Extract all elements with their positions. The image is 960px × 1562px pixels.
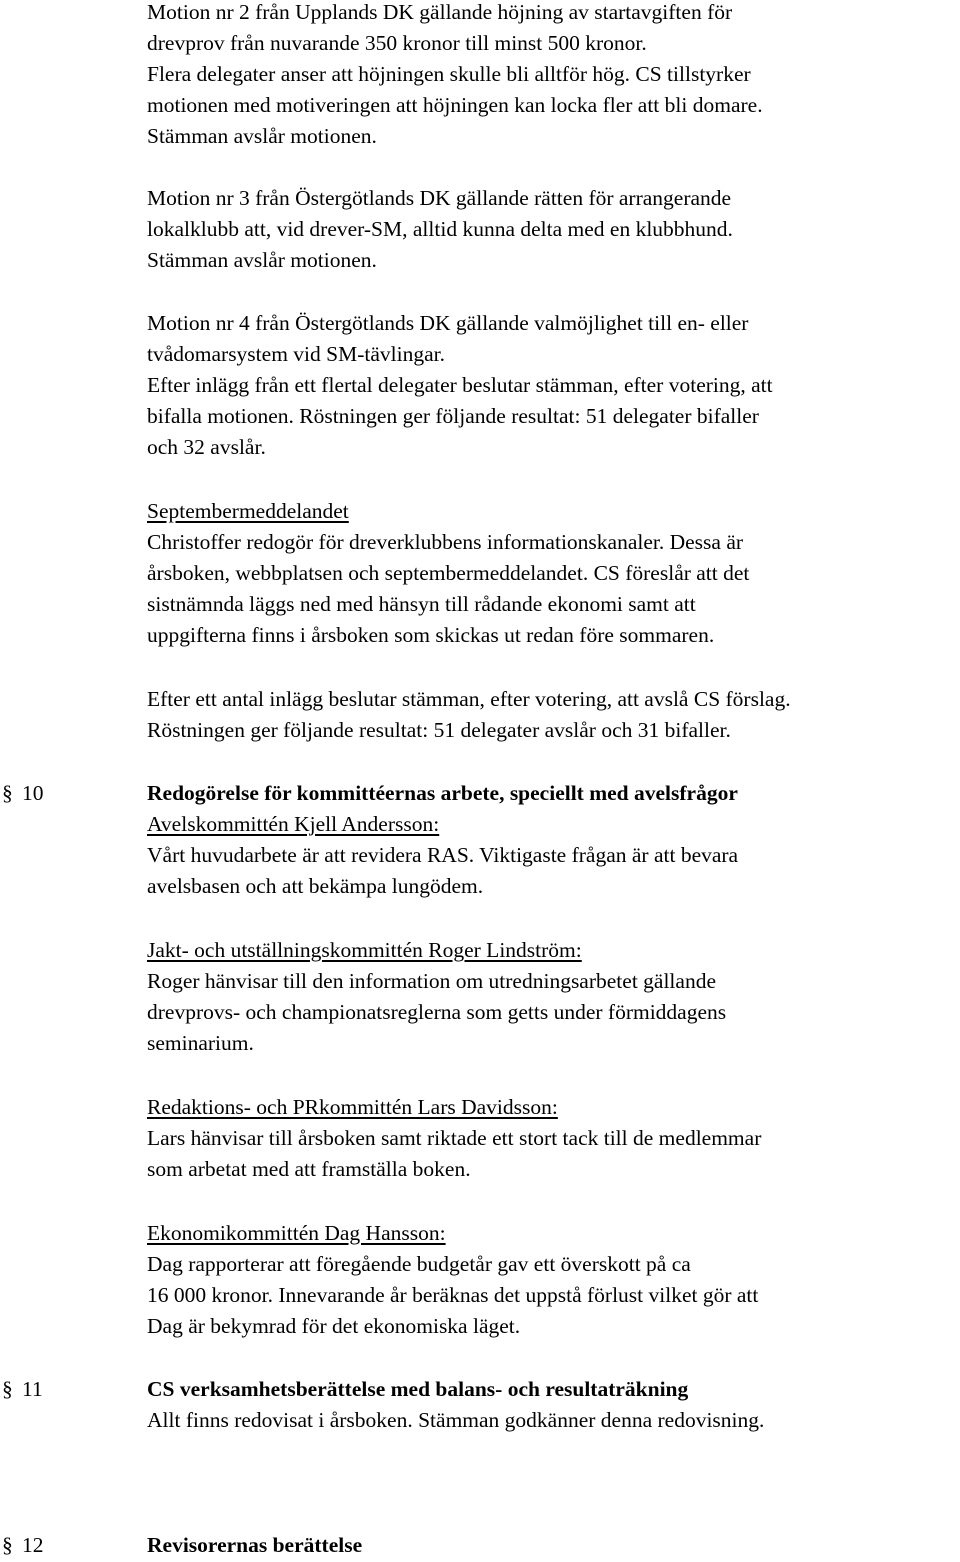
section-11-text: Allt finns redovisat i årsboken. Stämman godkänner denna redovisning. (147, 1408, 765, 1432)
section-10-number: 10 (22, 781, 44, 805)
redaktionskommitten-line-1: Lars hänvisar till årsboken samt riktade ett stort tack till de medlemmar (147, 1126, 762, 1150)
septembermeddelandet-line-1: Christoffer redogör för dreverklubbens informationskanaler. Dessa är (147, 530, 744, 554)
ekonomikommitten-line-2: 16 000 kronor. Innevarande år beräknas det uppstå förlust vilket gör att (147, 1283, 759, 1307)
avelskommitten-line-2: avelsbasen och att bekämpa lungödem. (147, 874, 484, 898)
section-11-number: 11 (22, 1377, 43, 1401)
motion-4-line-4: bifalla motionen. Röstningen ger följande resultat: 51 delegater bifaller (147, 404, 759, 428)
motion-2-line-3: Flera delegater anser att höjningen skulle bli alltför hög. CS tillstyrker (147, 62, 751, 86)
jaktkommitten-line-1: Roger hänvisar till den information om utredningsarbetet gällande (147, 969, 716, 993)
septembermeddelandet-line-2: årsboken, webbplatsen och septembermeddelandet. CS föreslår att det (147, 561, 750, 585)
redaktionskommitten-line-2: som arbetat med att framställa boken. (147, 1157, 471, 1181)
section-12-title: Revisorernas berättelse (147, 1533, 363, 1557)
motion-3-line-1: Motion nr 3 från Östergötlands DK gällande rätten för arrangerande (147, 186, 732, 210)
motion-3-line-2: lokalklubb att, vid drever-SM, alltid kunna delta med en klubbhund. (147, 217, 733, 241)
motion-2-line-1: Motion nr 2 från Upplands DK gällande höjning av startavgiften för (147, 0, 733, 24)
motion-2-line-2: drevprov från nuvarande 350 kronor till minst 500 kronor. (147, 31, 647, 55)
section-11-title: CS verksamhetsberättelse med balans- och resultaträkning (147, 1377, 689, 1401)
septembermeddelandet-vote-line-1: Efter ett antal inlägg beslutar stämman, efter votering, att avslå CS förslag. (147, 687, 791, 711)
motion-4-line-1: Motion nr 4 från Östergötlands DK gällande valmöjlighet till en- eller (147, 311, 749, 335)
section-12-number: 12 (22, 1533, 44, 1557)
septembermeddelandet-line-3: sistnämnda läggs ned med hänsyn till rådande ekonomi samt att (147, 592, 696, 616)
ekonomikommitten-line-3: Dag är bekymrad för det ekonomiska läget. (147, 1314, 521, 1338)
motion-4-line-2: tvådomarsystem vid SM-tävlingar. (147, 342, 445, 366)
section-10-symbol: § (2, 781, 13, 805)
septembermeddelandet-line-4: uppgifterna finns i årsboken som skickas ut redan före sommaren. (147, 623, 715, 647)
jaktkommitten-heading: Jakt- och utställningskommittén Roger Lindström: (147, 938, 582, 962)
motion-4-line-5: och 32 avslår. (147, 435, 266, 459)
motion-2-decision: Stämman avslår motionen. (147, 124, 377, 148)
redaktionskommitten-heading: Redaktions- och PRkommittén Lars Davidsson: (147, 1095, 558, 1119)
ekonomikommitten-line-1: Dag rapporterar att föregående budgetår gav ett överskott på ca (147, 1252, 691, 1276)
motion-4-line-3: Efter inlägg från ett flertal delegater beslutar stämman, efter votering, att (147, 373, 773, 397)
section-12-symbol: § (2, 1533, 13, 1557)
ekonomikommitten-heading: Ekonomikommittén Dag Hansson: (147, 1221, 446, 1245)
motion-3-decision: Stämman avslår motionen. (147, 248, 377, 272)
septembermeddelandet-heading: Septembermeddelandet (147, 499, 349, 523)
jaktkommitten-line-3: seminarium. (147, 1031, 254, 1055)
avelskommitten-line-1: Vårt huvudarbete är att revidera RAS. Viktigaste frågan är att bevara (147, 843, 739, 867)
jaktkommitten-line-2: drevprovs- och championatsreglerna som getts under förmiddagens (147, 1000, 727, 1024)
section-10-title: Redogörelse för kommittéernas arbete, speciellt med avelsfrågor (147, 781, 738, 805)
section-11-symbol: § (2, 1377, 13, 1401)
septembermeddelandet-vote-line-2: Röstningen ger följande resultat: 51 delegater avslår och 31 bifaller. (147, 718, 731, 742)
motion-2-line-4: motionen med motiveringen att höjningen kan locka fler att bli domare. (147, 93, 763, 117)
avelskommitten-heading: Avelskommittén Kjell Andersson: (147, 812, 440, 836)
